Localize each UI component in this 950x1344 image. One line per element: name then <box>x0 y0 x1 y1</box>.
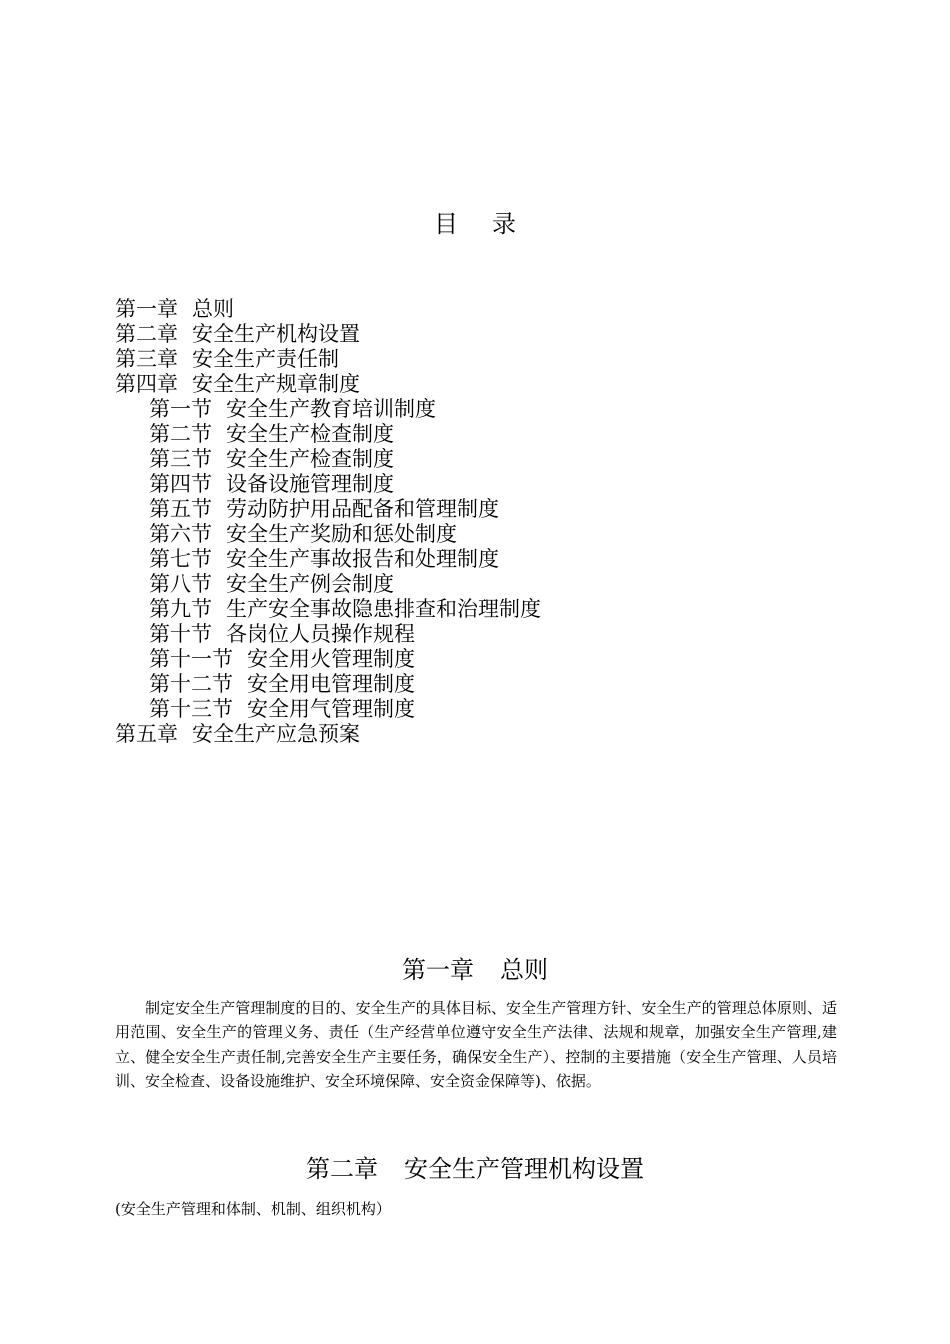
table-of-contents <box>115 297 541 747</box>
toc-item-title: 安全生产教育培训制度 <box>226 397 436 421</box>
toc-item-number: 第十一节 <box>149 647 233 671</box>
toc-item-title: 安全生产规章制度 <box>192 372 360 396</box>
toc-item <box>115 472 541 497</box>
toc-item-title: 安全生产检查制度 <box>226 447 394 471</box>
toc-item <box>115 397 541 422</box>
chapter-1-number: 第一章 <box>402 956 474 984</box>
toc-item <box>115 572 541 597</box>
toc-item-number: 第八节 <box>149 572 212 596</box>
chapter-2-title: 安全生产管理机构设置 <box>404 1155 644 1183</box>
toc-item-number: 第三节 <box>149 447 212 471</box>
chapter-2-number: 第二章 <box>306 1155 378 1183</box>
toc-item <box>115 547 541 572</box>
toc-item-title: 安全生产检查制度 <box>226 422 394 446</box>
toc-item-number: 第六节 <box>149 522 212 546</box>
toc-item-title: 各岗位人员操作规程 <box>226 622 415 646</box>
toc-item-number: 第五节 <box>149 497 212 521</box>
toc-item <box>115 372 541 397</box>
toc-item-title: 安全用火管理制度 <box>247 647 415 671</box>
toc-item <box>115 297 541 322</box>
toc-item <box>115 722 541 747</box>
toc-item-number: 第三章 <box>115 347 178 371</box>
toc-item-title: 安全生产责任制 <box>192 347 339 371</box>
toc-item-number: 第二章 <box>115 322 178 346</box>
toc-item-title: 安全生产奖励和惩处制度 <box>226 522 457 546</box>
toc-item-number: 第十二节 <box>149 672 233 696</box>
chapter-2-heading <box>0 1152 950 1186</box>
chapter-1-paragraph: 制定安全生产管理制度的目的、安全生产的具体目标、安全生产管理方针、安全生产的管理总体原则、适用范围、安全生产的管理义务、责任（生产经营单位遵守安全生产法律、法规和规章，加强安全生产管理,建立、健全安全生产责任制,完善安全生产主要任务，确保安全生产）、控制的主要措施（安全生产管理、人员培训、安全检查、设备设施维护、安全环境保障、安全资金保障等)、依据。 <box>115 999 837 1091</box>
toc-item-number: 第四节 <box>149 472 212 496</box>
toc-item-number: 第十节 <box>149 622 212 646</box>
toc-item-title: 安全生产机构设置 <box>192 322 360 346</box>
toc-item <box>115 347 541 372</box>
toc-item-title: 设备设施管理制度 <box>226 472 394 496</box>
toc-item-number: 第九节 <box>149 597 212 621</box>
toc-item <box>115 647 541 672</box>
toc-item-title: 安全生产应急预案 <box>192 722 360 746</box>
chapter-1-title: 总则 <box>500 956 548 984</box>
toc-item-title: 总则 <box>192 297 234 321</box>
toc-item-number: 第四章 <box>115 372 178 396</box>
toc-item-title: 生产安全事故隐患排查和治理制度 <box>226 597 541 621</box>
toc-item-number: 第一节 <box>149 397 212 421</box>
toc-item-number: 第五章 <box>115 722 178 746</box>
toc-item-title: 安全用电管理制度 <box>247 672 415 696</box>
toc-item <box>115 622 541 647</box>
toc-item-number: 第一章 <box>115 297 178 321</box>
toc-item-title: 劳动防护用品配备和管理制度 <box>226 497 499 521</box>
toc-item-title: 安全生产事故报告和处理制度 <box>226 547 499 571</box>
toc-item <box>115 522 541 547</box>
toc-item <box>115 447 541 472</box>
toc-item <box>115 597 541 622</box>
toc-item <box>115 322 541 347</box>
toc-item <box>115 697 541 722</box>
toc-item-number: 第七节 <box>149 547 212 571</box>
chapter-1-heading <box>0 953 950 987</box>
toc-item-title: 安全用气管理制度 <box>247 697 415 721</box>
toc-item <box>115 497 541 522</box>
toc-item <box>115 672 541 697</box>
toc-item <box>115 422 541 447</box>
toc-item-number: 第十三节 <box>149 697 233 721</box>
toc-item-number: 第二节 <box>149 422 212 446</box>
toc-item-title: 安全生产例会制度 <box>226 572 394 596</box>
chapter-2-note: (安全生产管理和体制、机制、组织机构） <box>115 1200 391 1218</box>
toc-title: 目录 <box>434 210 550 238</box>
